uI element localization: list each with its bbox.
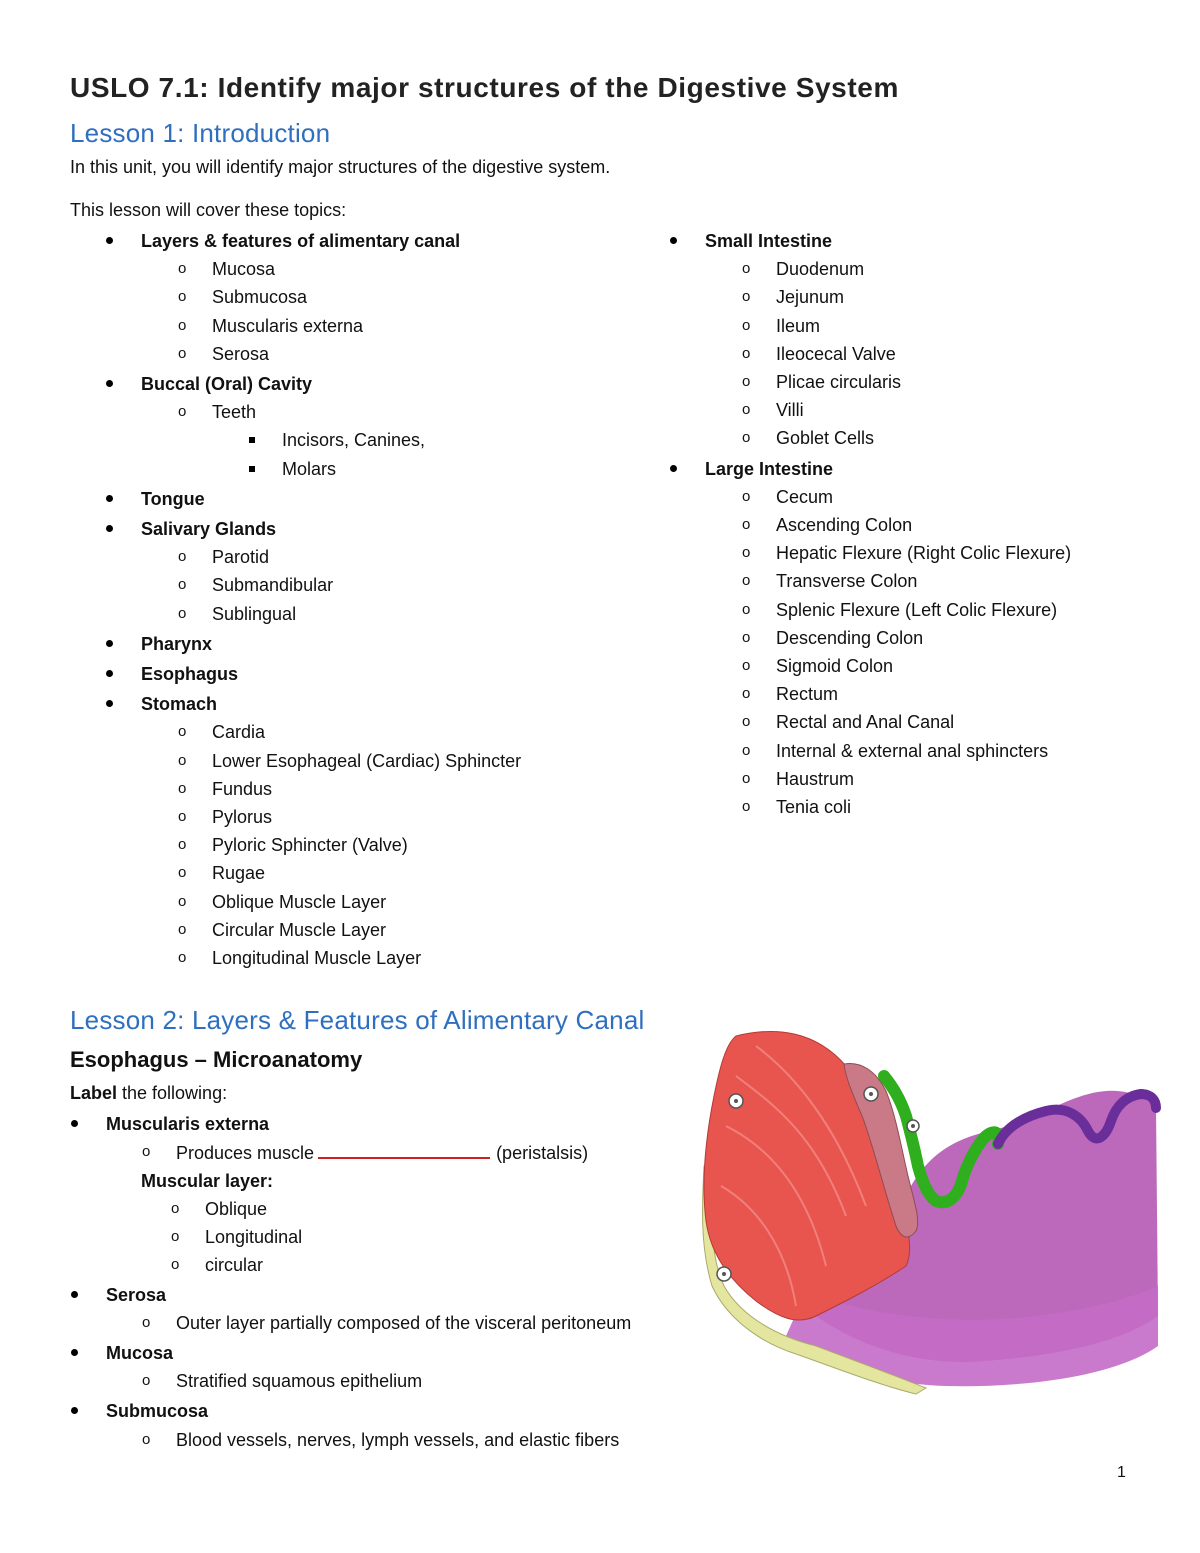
list-item-produces [176, 1141, 588, 1164]
left-item: o Oblique Muscle Layer [212, 891, 386, 913]
right-item: o Ileocecal Valve [776, 343, 896, 365]
left-item: o Muscularis externa [212, 315, 363, 337]
left-item: o Sublingual [212, 603, 296, 625]
label-instruction [70, 1083, 227, 1104]
produces-after: (peristalsis) [496, 1143, 589, 1163]
right-item: o Internal & external anal sphincters [776, 740, 1048, 762]
left-item: Stomach [141, 694, 218, 715]
lesson2-heading: Lesson 2: Layers & Features of Alimentary Canal [70, 1005, 645, 1035]
list-item-mucosa: Mucosa [106, 1343, 174, 1363]
list-item-oblique: o Oblique [205, 1198, 267, 1220]
right-item: o Plicae circularis [776, 371, 901, 393]
right-item: o Transverse Colon [776, 570, 917, 592]
list-item-circular: o circular [205, 1254, 263, 1276]
left-item: Layers & features of alimentary canal [141, 231, 461, 251]
left-item: o Teeth [212, 401, 256, 423]
left-item: o Parotid [212, 546, 269, 568]
right-item: o Rectum [776, 683, 838, 705]
left-item: Pharynx [141, 633, 213, 654]
left-item: Molars [282, 458, 337, 479]
right-item: o Hepatic Flexure (Right Colic Flexure) [776, 542, 1071, 564]
left-item: o Circular Muscle Layer [212, 919, 386, 941]
produces-before: Produces muscle [176, 1143, 315, 1163]
right-item: o Duodenum [776, 258, 864, 280]
right-item: o Ileum [776, 315, 820, 337]
left-item: o Pylorus [212, 806, 272, 828]
lesson1-heading: Lesson 1: Introduction [70, 118, 331, 148]
label-bold: Label [70, 1083, 118, 1103]
right-item: o Ascending Colon [776, 514, 912, 536]
left-item: o Fundus [212, 778, 272, 800]
left-item: o Cardia [212, 721, 265, 743]
left-item: o Mucosa [212, 258, 275, 280]
right-item: o Jejunum [776, 286, 844, 308]
list-item-longitudinal: o Longitudinal [205, 1226, 302, 1248]
list-item-serosa: Serosa [106, 1285, 167, 1305]
right-item: o Rectal and Anal Canal [776, 711, 954, 733]
esophagus-subheading: Esophagus – Microanatomy [70, 1047, 363, 1072]
left-item: o Pyloric Sphincter (Valve) [212, 834, 408, 856]
left-item: Incisors, Canines, [282, 430, 426, 451]
right-item: o Goblet Cells [776, 427, 874, 449]
page-title: USLO 7.1: Identify major structures of the Digestive System [70, 72, 899, 103]
left-item: Salivary Glands [141, 519, 277, 539]
right-item: Large Intestine [705, 458, 834, 479]
right-item: o Villi [776, 399, 804, 421]
left-item: o Lower Esophageal (Cardiac) Sphincter [212, 750, 521, 772]
page-number: 1 [1117, 1464, 1126, 1481]
left-item: o Submucosa [212, 286, 307, 308]
list-item-serosa-desc: o Outer layer partially composed of the visceral peritoneum [176, 1312, 631, 1334]
list-item-muscularis: Muscularis externa [106, 1114, 270, 1134]
right-item: o Splenic Flexure (Left Colic Flexure) [776, 599, 1057, 621]
left-item: o Submandibular [212, 574, 333, 596]
right-item: Small Intestine [705, 231, 833, 251]
list-item-mucosa-desc: o Stratified squamous epithelium [176, 1370, 422, 1392]
label-rest: the following: [117, 1083, 228, 1103]
left-item: o Serosa [212, 343, 269, 365]
lesson1-intro: In this unit, you will identify major structures of the digestive system. [70, 157, 611, 177]
left-item: o Rugae [212, 862, 265, 884]
muscular-layer-label: Muscular layer: [141, 1171, 274, 1191]
list-item-submucosa: Submucosa [106, 1401, 209, 1421]
right-item: o Sigmoid Colon [776, 655, 893, 677]
topics-intro: This lesson will cover these topics: [70, 200, 347, 220]
left-item: o Longitudinal Muscle Layer [212, 947, 421, 969]
esophagus-microanatomy-figure [696, 1016, 1162, 1396]
right-item: o Cecum [776, 486, 833, 508]
left-item: Buccal (Oral) Cavity [141, 374, 313, 394]
right-item: o Tenia coli [776, 796, 851, 818]
right-item: o Descending Colon [776, 627, 923, 649]
right-item: o Haustrum [776, 768, 854, 790]
left-item: Tongue [141, 488, 205, 509]
list-item-submucosa-desc: o Blood vessels, nerves, lymph vessels, and elastic fibers [176, 1429, 619, 1451]
fill-in-blank[interactable] [318, 1141, 490, 1159]
left-item: Esophagus [141, 664, 239, 684]
